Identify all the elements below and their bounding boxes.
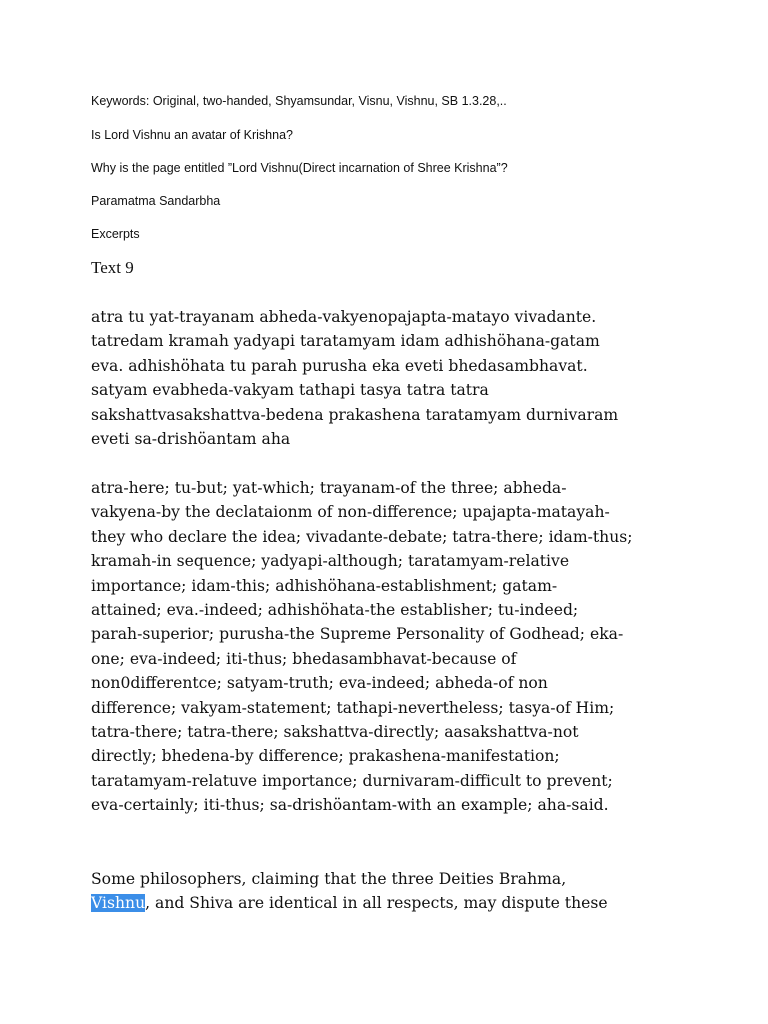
sanskrit-verse — [91, 305, 691, 451]
word-glossary — [91, 476, 691, 818]
translation-line — [91, 891, 691, 915]
glossary-line: difference; vakyam-statement; tathapi-nevertheless; tasya-of Him; — [91, 698, 615, 717]
glossary-line: parah-superior; purusha-the Supreme Personality of Godhead; eka- — [91, 625, 624, 644]
glossary-line: eva-certainly; iti-thus; sa-drishöantam-with an example; aha-said. — [91, 796, 609, 815]
excerpts-label: Excerpts — [91, 227, 140, 241]
text-heading: Text 9 — [91, 258, 134, 277]
sanskrit-line: atra tu yat-trayanam abheda-vakyenopajapta-matayo vivadante. — [91, 308, 597, 326]
keywords-line: Keywords: Original, two-handed, Shyamsundar, Visnu, Vishnu, SB 1.3.28,.. — [91, 94, 507, 108]
question-avatar: Is Lord Vishnu an avatar of Krishna? — [91, 128, 293, 142]
sanskrit-line: satyam evabheda-vakyam tathapi tasya tatra tatra — [91, 381, 489, 400]
glossary-line: one; eva-indeed; iti-thus; bhedasambhavat-because of — [91, 649, 517, 668]
glossary-line: attained; eva.-indeed; adhishöhata-the establisher; tu-indeed; — [91, 601, 579, 620]
sanskrit-line: eva. adhishöhata tu parah purusha eka eveti bhedasambhavat. — [91, 356, 588, 375]
glossary-line: taratamyam-relatuve importance; durnivaram-difficult to prevent; — [91, 771, 613, 790]
glossary-line: kramah-in sequence; yadyapi-although; taratamyam-relative — [91, 552, 570, 571]
source-title: Paramatma Sandarbha — [91, 194, 221, 208]
translation-line-rest: , and Shiva are identical in all respects, may dispute these — [145, 894, 608, 913]
glossary-line: vakyena-by the declataionm of non-difference; upajapta-matayah- — [91, 503, 610, 522]
glossary-line: directly; bhedena-by difference; prakashena-manifestation; — [91, 747, 560, 766]
glossary-line: non0differentce; satyam-truth; eva-indeed; abheda-of non — [91, 674, 548, 693]
sanskrit-line: eveti sa-drishöantam aha — [91, 430, 291, 449]
selected-text-highlight[interactable]: Vishnu — [91, 894, 146, 913]
translation-paragraph — [91, 867, 691, 916]
glossary-line: they who declare the idea; vivadante-debate; tatra-there; idam-thus; — [91, 527, 633, 546]
sanskrit-line: tatredam kramah yadyapi taratamyam idam adhishöhana-gatam — [91, 332, 600, 351]
question-page-title: Why is the page entitled ”Lord Vishnu(Direct incarnation of Shree Krishna”? — [91, 161, 508, 175]
translation-line: Some philosophers, claiming that the three Deities Brahma, — [91, 870, 567, 888]
glossary-line: tatra-there; tatra-there; sakshattva-directly; aasakshattva-not — [91, 723, 579, 742]
glossary-line: atra-here; tu-but; yat-which; trayanam-of the three; abheda- — [91, 479, 567, 497]
sanskrit-line: sakshattvasakshattva-bedena prakashena taratamyam durnivaram — [91, 405, 619, 424]
glossary-line: importance; idam-this; adhishöhana-establishment; gatam- — [91, 576, 558, 595]
